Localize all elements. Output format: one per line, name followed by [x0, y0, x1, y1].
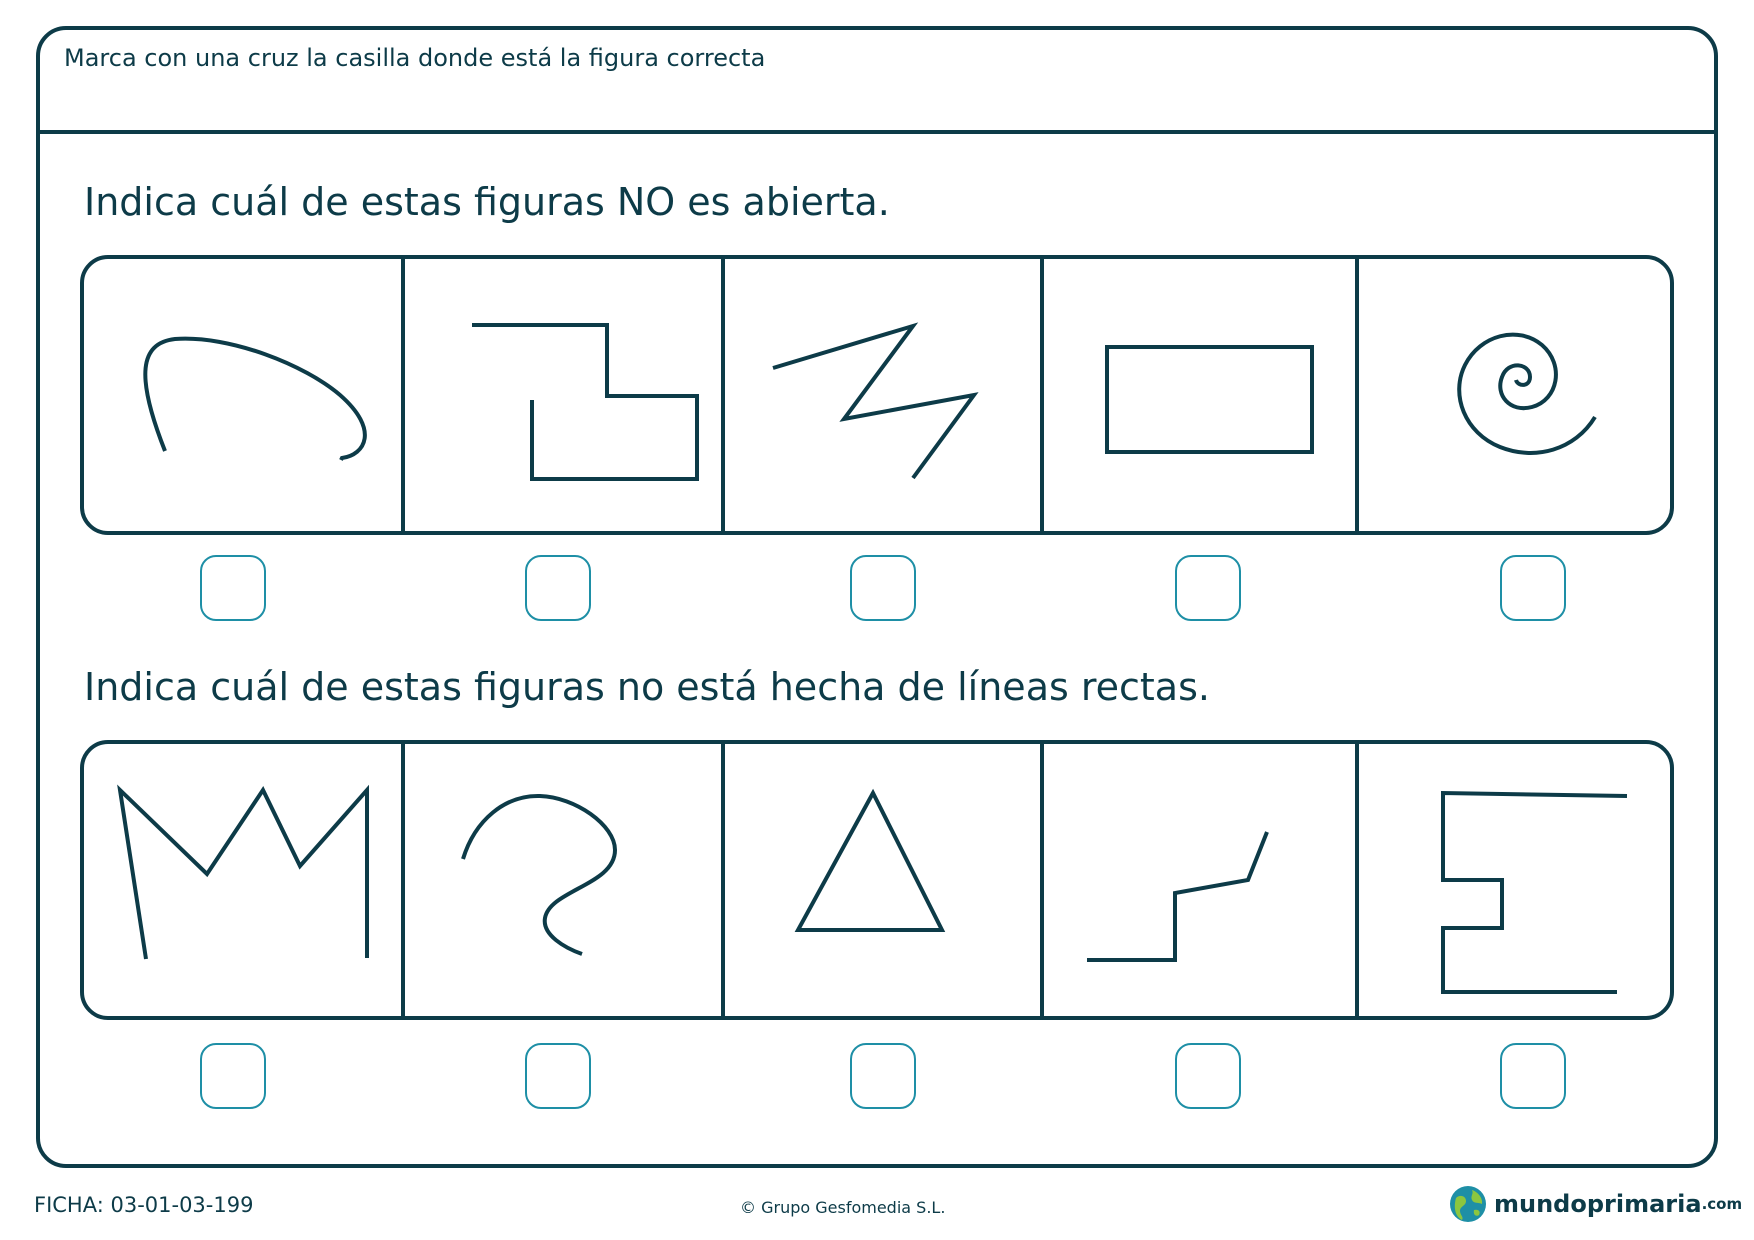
answer-checkbox-q1-4[interactable]: [1175, 555, 1241, 621]
question-1-text: Indica cuál de estas figuras NO es abierta.: [84, 180, 890, 224]
step-line-figure: [1087, 832, 1267, 960]
e-shape-figure: [1443, 793, 1627, 992]
question-1-figures-panel: [80, 255, 1674, 535]
logo-tld: .com: [1701, 1195, 1743, 1213]
rectangle-figure: [1107, 347, 1312, 452]
answer-checkbox-q2-4[interactable]: [1175, 1043, 1241, 1109]
answer-checkbox-q1-1[interactable]: [200, 555, 266, 621]
answer-checkbox-q2-3[interactable]: [850, 1043, 916, 1109]
copyright-text: © Grupo Gesfomedia S.L.: [740, 1198, 946, 1217]
open-step-figure: [472, 325, 697, 479]
question-2-text: Indica cuál de estas figuras no está hecha de líneas rectas.: [84, 665, 1210, 709]
globe-icon: [1448, 1184, 1488, 1224]
curved-line-figure: [463, 796, 615, 954]
zigzag-figure: [773, 326, 974, 478]
header-divider: [36, 130, 1718, 134]
open-curve-figure: [145, 339, 365, 460]
answer-checkbox-q2-5[interactable]: [1500, 1043, 1566, 1109]
question-1-figures: [80, 255, 1674, 535]
triangle-figure: [798, 793, 942, 930]
logo-name: mundoprimaria: [1494, 1190, 1702, 1218]
ficha-code: FICHA: 03-01-03-199: [34, 1193, 254, 1217]
instruction-text: Marca con una cruz la casilla donde está la figura correcta: [64, 44, 766, 72]
panel-outline: [82, 257, 1672, 533]
question-2-figures: [80, 740, 1674, 1020]
question-2-figures-panel: [80, 740, 1674, 1020]
crown-figure: [120, 790, 367, 959]
answer-checkbox-q1-5[interactable]: [1500, 555, 1566, 621]
spiral-figure: [1459, 335, 1595, 453]
answer-checkbox-q2-1[interactable]: [200, 1043, 266, 1109]
mundoprimaria-logo[interactable]: [1448, 1184, 1742, 1224]
answer-checkbox-q1-2[interactable]: [525, 555, 591, 621]
panel-outline: [82, 742, 1672, 1018]
answer-checkbox-q2-2[interactable]: [525, 1043, 591, 1109]
answer-checkbox-q1-3[interactable]: [850, 555, 916, 621]
